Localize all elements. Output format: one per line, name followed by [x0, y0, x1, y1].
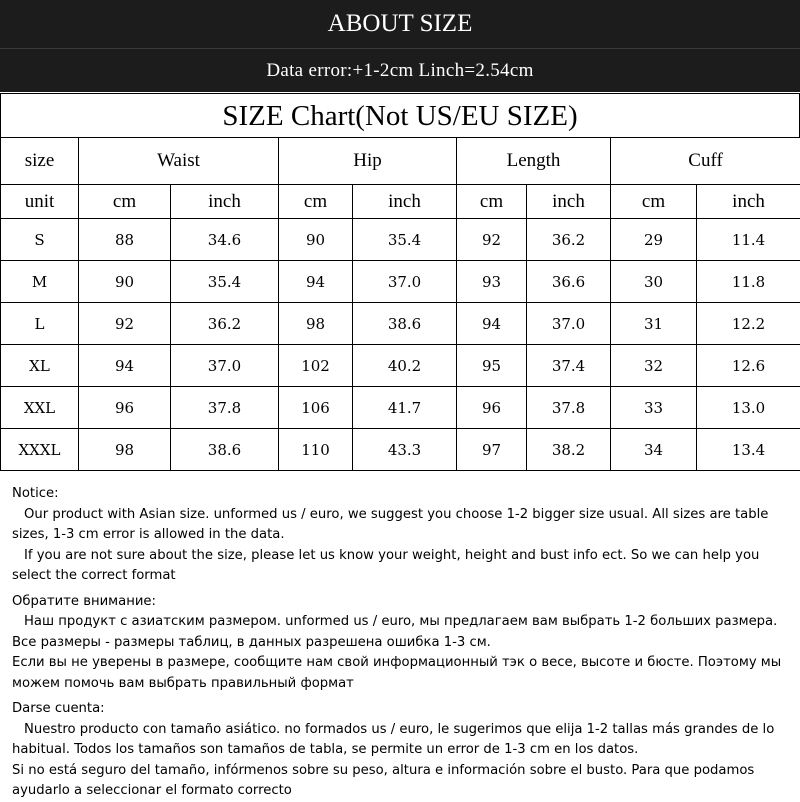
- measurement-cell: 102: [279, 345, 353, 387]
- measurement-cell: 32: [611, 345, 697, 387]
- table-row: [1, 303, 800, 345]
- size-label-cell: XXXL: [1, 429, 79, 471]
- measurement-cell: 95: [457, 345, 527, 387]
- unit-cell: inch: [171, 185, 279, 219]
- measurement-cell: 98: [79, 429, 171, 471]
- measurement-cell: 11.4: [697, 219, 800, 261]
- measurement-cell: 37.4: [527, 345, 611, 387]
- notice-ru-paragraph: Если вы не уверены в размере, сообщите нам свой информационный тэк о весе, высоте и бюсте. Поэтому мы можем помочь вам выбрать правильный формат: [12, 653, 796, 694]
- unit-cell: inch: [527, 185, 611, 219]
- size-label-cell: L: [1, 303, 79, 345]
- measurement-cell: 38.2: [527, 429, 611, 471]
- table-header-row: [1, 138, 800, 185]
- measurement-cell: 12.2: [697, 303, 800, 345]
- table-row: [1, 387, 800, 429]
- notice-en-paragraph: Our product with Asian size. unformed us / euro, we suggest you choose 1-2 bigger size usual. All sizes are table sizes, 1-3 cm error is allowed in the data.: [12, 505, 796, 546]
- measurement-cell: 36.6: [527, 261, 611, 303]
- measurement-cell: 93: [457, 261, 527, 303]
- unit-cell: cm: [279, 185, 353, 219]
- about-size-banner: [0, 0, 800, 49]
- notice-es-paragraph: Nuestro producto con tamaño asiático. no formados us / euro, le sugerimos que elija 1-2 tallas más grandes de lo habitual. Todos los tamaños son tamaños de tabla, se permite un error de 1-3 cm en los datos.: [12, 720, 796, 761]
- measurement-cell: 36.2: [527, 219, 611, 261]
- measurement-cell: 35.4: [353, 219, 457, 261]
- measurement-cell: 29: [611, 219, 697, 261]
- measurement-cell: 92: [79, 303, 171, 345]
- table-row: [1, 345, 800, 387]
- measurement-cell: 30: [611, 261, 697, 303]
- measurement-cell: 106: [279, 387, 353, 429]
- table-row: [1, 261, 800, 303]
- measurement-cell: 92: [457, 219, 527, 261]
- data-error-banner: [0, 49, 800, 92]
- about-size-title: ABOUT SIZE: [328, 10, 473, 38]
- measurement-cell: 33: [611, 387, 697, 429]
- header-cuff: Cuff: [611, 138, 800, 185]
- measurement-cell: 34.6: [171, 219, 279, 261]
- measurement-cell: 13.0: [697, 387, 800, 429]
- measurement-cell: 43.3: [353, 429, 457, 471]
- notice-es-paragraph: Si no está seguro del tamaño, infórmenos sobre su peso, altura e información sobre el busto. Para que podamos ayudarlo a seleccionar el formato correcto: [12, 761, 796, 802]
- table-unit-row: [1, 185, 800, 219]
- notice-en-paragraph: If you are not sure about the size, please let us know your weight, height and bust info ect. So we can help you select the correct format: [12, 546, 796, 587]
- notice-es-heading: Darse cuenta:: [12, 699, 796, 720]
- header-waist: Waist: [79, 138, 279, 185]
- header-length: Length: [457, 138, 611, 185]
- header-hip: Hip: [279, 138, 457, 185]
- notice-section: [12, 484, 796, 802]
- unit-cell: inch: [353, 185, 457, 219]
- measurement-cell: 11.8: [697, 261, 800, 303]
- measurement-cell: 37.0: [353, 261, 457, 303]
- measurement-cell: 98: [279, 303, 353, 345]
- measurement-cell: 38.6: [171, 429, 279, 471]
- size-label-cell: M: [1, 261, 79, 303]
- unit-label: unit: [1, 185, 79, 219]
- size-label-cell: XL: [1, 345, 79, 387]
- measurement-cell: 90: [279, 219, 353, 261]
- unit-cell: cm: [611, 185, 697, 219]
- unit-cell: cm: [79, 185, 171, 219]
- size-chart-title: SIZE Chart(Not US/EU SIZE): [0, 93, 800, 138]
- measurement-cell: 90: [79, 261, 171, 303]
- measurement-cell: 96: [457, 387, 527, 429]
- size-label-cell: S: [1, 219, 79, 261]
- measurement-cell: 37.8: [527, 387, 611, 429]
- notice-ru-paragraph: Наш продукт с азиатским размером. unformed us / euro, мы предлагаем вам выбрать 1-2 больших размера. Все размеры - размеры таблиц, в данных разрешена ошибка 1-3 см.: [12, 612, 796, 653]
- measurement-cell: 110: [279, 429, 353, 471]
- measurement-cell: 97: [457, 429, 527, 471]
- unit-cell: inch: [697, 185, 800, 219]
- header-size: size: [1, 138, 79, 185]
- measurement-cell: 34: [611, 429, 697, 471]
- measurement-cell: 35.4: [171, 261, 279, 303]
- measurement-cell: 40.2: [353, 345, 457, 387]
- measurement-cell: 37.0: [527, 303, 611, 345]
- table-row: [1, 219, 800, 261]
- measurement-cell: 94: [79, 345, 171, 387]
- measurement-cell: 94: [279, 261, 353, 303]
- measurement-cell: 31: [611, 303, 697, 345]
- measurement-cell: 88: [79, 219, 171, 261]
- measurement-cell: 41.7: [353, 387, 457, 429]
- unit-cell: cm: [457, 185, 527, 219]
- notice-ru-heading: Обратите внимание:: [12, 592, 796, 613]
- table-row: [1, 429, 800, 471]
- measurement-cell: 13.4: [697, 429, 800, 471]
- measurement-cell: 12.6: [697, 345, 800, 387]
- data-error-text: Data error:+1-2cm Linch=2.54cm: [266, 60, 533, 82]
- size-label-cell: XXL: [1, 387, 79, 429]
- measurement-cell: 37.8: [171, 387, 279, 429]
- measurement-cell: 36.2: [171, 303, 279, 345]
- measurement-cell: 96: [79, 387, 171, 429]
- measurement-cell: 94: [457, 303, 527, 345]
- measurement-cell: 37.0: [171, 345, 279, 387]
- measurement-cell: 38.6: [353, 303, 457, 345]
- size-chart-table: [0, 137, 800, 471]
- notice-en-heading: Notice:: [12, 484, 796, 505]
